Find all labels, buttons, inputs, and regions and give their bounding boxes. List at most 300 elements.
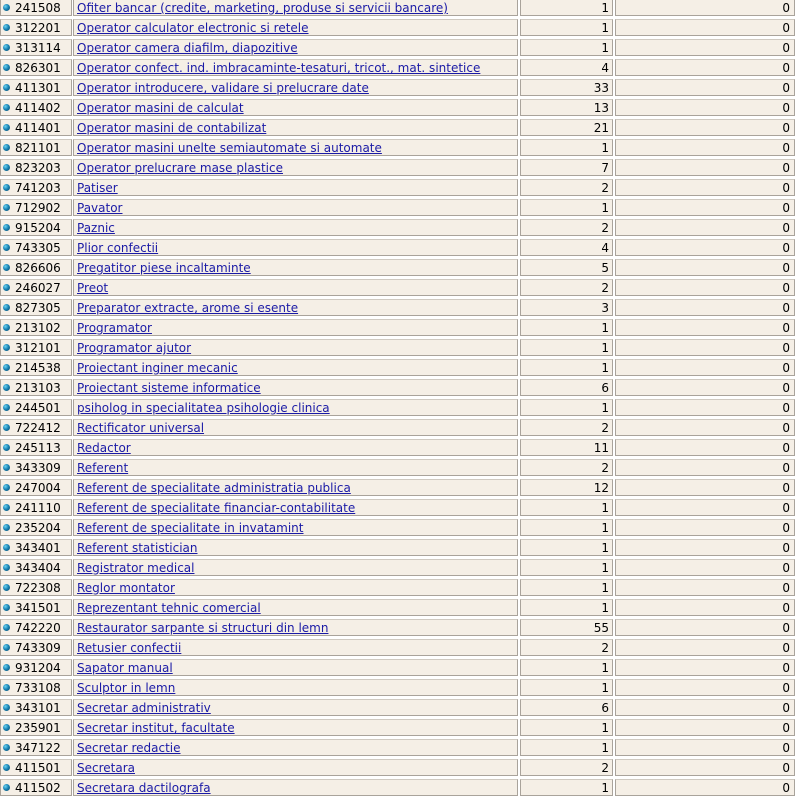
occupation-code-cell — [0, 639, 72, 656]
count-cell: 6 — [520, 699, 613, 716]
secondary-count-cell: 0 — [615, 19, 795, 36]
secondary-count-cell: 0 — [615, 179, 795, 196]
occupation-code-cell — [0, 419, 72, 436]
occupation-code: 722308 — [15, 581, 61, 595]
occupation-link[interactable]: Ofiter bancar (credite, marketing, produse si servicii bancare) — [77, 1, 448, 15]
occupation-link[interactable]: Operator calculator electronic si retele — [77, 21, 309, 35]
count-cell: 1 — [520, 19, 613, 36]
table-row — [0, 59, 796, 79]
occupation-code: 931204 — [15, 661, 61, 675]
occupation-code-cell — [0, 599, 72, 616]
occupation-link[interactable]: Pregatitor piese incaltaminte — [77, 261, 251, 275]
occupation-code-cell — [0, 399, 72, 416]
bullet-icon — [3, 624, 10, 631]
occupation-name-cell — [73, 739, 518, 756]
secondary-count-cell: 0 — [615, 739, 795, 756]
bullet-icon — [3, 284, 10, 291]
occupation-name-cell — [73, 519, 518, 536]
occupation-name-cell — [73, 179, 518, 196]
occupation-link[interactable]: Operator prelucrare mase plastice — [77, 161, 283, 175]
table-row — [0, 159, 796, 179]
table-row — [0, 99, 796, 119]
occupation-link[interactable]: Operator camera diafilm, diapozitive — [77, 41, 298, 55]
table-row — [0, 199, 796, 219]
occupation-link[interactable]: Reglor montator — [77, 581, 175, 595]
occupation-name-cell — [73, 239, 518, 256]
secondary-count-cell: 0 — [615, 239, 795, 256]
count-cell: 1 — [520, 199, 613, 216]
count-cell: 13 — [520, 99, 613, 116]
bullet-icon — [3, 164, 10, 171]
occupation-name-cell — [73, 59, 518, 76]
bullet-icon — [3, 184, 10, 191]
occupation-code: 742220 — [15, 621, 61, 635]
occupation-code-cell — [0, 199, 72, 216]
occupation-name-cell — [73, 779, 518, 796]
count-cell: 1 — [520, 319, 613, 336]
occupation-link[interactable]: Sculptor in lemn — [77, 681, 176, 695]
occupation-link[interactable]: Programator — [77, 321, 152, 335]
secondary-count-cell: 0 — [615, 519, 795, 536]
occupation-name-cell — [73, 459, 518, 476]
table-row — [0, 579, 796, 599]
occupation-code-cell — [0, 539, 72, 556]
occupation-link[interactable]: Referent de specialitate in invatamint — [77, 521, 304, 535]
count-cell: 55 — [520, 619, 613, 636]
occupation-code: 712902 — [15, 201, 61, 215]
secondary-count-cell: 0 — [615, 479, 795, 496]
count-cell: 2 — [520, 419, 613, 436]
bullet-icon — [3, 144, 10, 151]
occupation-code: 743305 — [15, 241, 61, 255]
occupation-link[interactable]: Paznic — [77, 221, 115, 235]
occupation-link[interactable]: Redactor — [77, 441, 131, 455]
occupation-code: 826606 — [15, 261, 61, 275]
occupation-code-cell — [0, 559, 72, 576]
bullet-icon — [3, 504, 10, 511]
occupation-name-cell — [73, 759, 518, 776]
table-row — [0, 679, 796, 699]
bullet-icon — [3, 324, 10, 331]
count-cell: 2 — [520, 179, 613, 196]
occupation-name-cell — [73, 539, 518, 556]
occupation-code-cell — [0, 319, 72, 336]
secondary-count-cell: 0 — [615, 679, 795, 696]
occupation-name-cell — [73, 479, 518, 496]
secondary-count-cell: 0 — [615, 59, 795, 76]
occupation-code-cell — [0, 179, 72, 196]
occupation-link[interactable]: Proiectant sisteme informatice — [77, 381, 261, 395]
occupation-code: 313114 — [15, 41, 61, 55]
occupation-link[interactable]: Secretar administrativ — [77, 701, 211, 715]
occupation-code-cell — [0, 679, 72, 696]
occupation-link[interactable]: Patiser — [77, 181, 118, 195]
table-row — [0, 399, 796, 419]
occupation-code: 235901 — [15, 721, 61, 735]
bullet-icon — [3, 524, 10, 531]
occupation-code-cell — [0, 0, 72, 16]
occupation-code-cell — [0, 19, 72, 36]
occupation-name-cell — [73, 199, 518, 216]
count-cell: 3 — [520, 299, 613, 316]
occupation-link[interactable]: Registrator medical — [77, 561, 195, 575]
bullet-icon — [3, 404, 10, 411]
occupation-name-cell — [73, 159, 518, 176]
count-cell: 2 — [520, 459, 613, 476]
occupation-code: 827305 — [15, 301, 61, 315]
occupation-link[interactable]: Referent de specialitate administratia publica — [77, 481, 351, 495]
bullet-icon — [3, 4, 10, 11]
occupation-link[interactable]: Referent statistician — [77, 541, 198, 555]
occupation-link[interactable]: Retusier confectii — [77, 641, 182, 655]
count-cell: 1 — [520, 719, 613, 736]
occupation-code-cell — [0, 159, 72, 176]
occupation-code: 411402 — [15, 101, 61, 115]
occupation-name-cell — [73, 579, 518, 596]
occupation-code: 411401 — [15, 121, 61, 135]
count-cell: 1 — [520, 659, 613, 676]
occupation-link[interactable]: Secretara dactilografa — [77, 781, 211, 795]
secondary-count-cell: 0 — [615, 459, 795, 476]
occupation-code: 343309 — [15, 461, 61, 475]
secondary-count-cell: 0 — [615, 139, 795, 156]
occupation-link[interactable]: Operator masini de calculat — [77, 101, 244, 115]
occupation-link[interactable]: psiholog in specialitatea psihologie clinica — [77, 401, 330, 415]
table-row — [0, 659, 796, 679]
bullet-icon — [3, 204, 10, 211]
table-row — [0, 359, 796, 379]
count-cell: 1 — [520, 559, 613, 576]
secondary-count-cell: 0 — [615, 439, 795, 456]
occupation-code-cell — [0, 299, 72, 316]
occupation-code: 341501 — [15, 601, 61, 615]
occupation-code: 915204 — [15, 221, 61, 235]
count-cell: 33 — [520, 79, 613, 96]
bullet-icon — [3, 344, 10, 351]
secondary-count-cell: 0 — [615, 399, 795, 416]
table-row — [0, 739, 796, 759]
secondary-count-cell: 0 — [615, 0, 795, 16]
occupation-code-cell — [0, 259, 72, 276]
count-cell: 2 — [520, 279, 613, 296]
occupation-name-cell — [73, 679, 518, 696]
occupation-link[interactable]: Sapator manual — [77, 661, 173, 675]
count-cell: 2 — [520, 639, 613, 656]
bullet-icon — [3, 84, 10, 91]
secondary-count-cell: 0 — [615, 379, 795, 396]
occupation-link[interactable]: Referent de specialitate financiar-contabilitate — [77, 501, 356, 515]
occupation-link[interactable]: Secretara — [77, 761, 135, 775]
occupation-code: 722412 — [15, 421, 61, 435]
occupation-code-cell — [0, 579, 72, 596]
count-cell: 1 — [520, 779, 613, 796]
bullet-icon — [3, 384, 10, 391]
occupation-name-cell — [73, 719, 518, 736]
occupation-code-cell — [0, 739, 72, 756]
occupation-name-cell — [73, 319, 518, 336]
occupation-code: 343101 — [15, 701, 61, 715]
table-row — [0, 759, 796, 779]
bullet-icon — [3, 364, 10, 371]
table-row — [0, 459, 796, 479]
table-row — [0, 519, 796, 539]
occupation-link[interactable]: Restaurator sarpante si structuri din lemn — [77, 621, 329, 635]
bullet-icon — [3, 744, 10, 751]
secondary-count-cell: 0 — [615, 299, 795, 316]
secondary-count-cell: 0 — [615, 339, 795, 356]
occupation-name-cell — [73, 39, 518, 56]
occupation-name-cell — [73, 0, 518, 16]
table-row — [0, 559, 796, 579]
occupation-code-cell — [0, 619, 72, 636]
secondary-count-cell: 0 — [615, 579, 795, 596]
occupation-code-cell — [0, 379, 72, 396]
bullet-icon — [3, 684, 10, 691]
table-row — [0, 779, 796, 799]
occupation-name-cell — [73, 219, 518, 236]
occupation-code-cell — [0, 239, 72, 256]
occupation-code: 312101 — [15, 341, 61, 355]
table-row — [0, 639, 796, 659]
secondary-count-cell: 0 — [615, 659, 795, 676]
table-row — [0, 79, 796, 99]
bullet-icon — [3, 124, 10, 131]
bullet-icon — [3, 24, 10, 31]
occupation-code-cell — [0, 759, 72, 776]
secondary-count-cell: 0 — [615, 639, 795, 656]
occupation-name-cell — [73, 99, 518, 116]
occupation-code: 343401 — [15, 541, 61, 555]
count-cell: 6 — [520, 379, 613, 396]
bullet-icon — [3, 444, 10, 451]
count-cell: 1 — [520, 339, 613, 356]
occupation-code: 213102 — [15, 321, 61, 335]
bullet-icon — [3, 704, 10, 711]
occupation-link[interactable]: Secretar institut, facultate — [77, 721, 235, 735]
occupation-link[interactable]: Plior confectii — [77, 241, 159, 255]
occupation-name-cell — [73, 439, 518, 456]
bullet-icon — [3, 544, 10, 551]
bullet-icon — [3, 424, 10, 431]
occupation-link[interactable]: Operator confect. ind. imbracaminte-tesaturi, tricot., mat. sintetice — [77, 61, 481, 75]
table-row — [0, 179, 796, 199]
count-cell: 1 — [520, 399, 613, 416]
table-row — [0, 339, 796, 359]
occupation-link[interactable]: Referent — [77, 461, 129, 475]
occupation-code-cell — [0, 519, 72, 536]
secondary-count-cell: 0 — [615, 419, 795, 436]
count-cell: 1 — [520, 679, 613, 696]
occupation-name-cell — [73, 699, 518, 716]
bullet-icon — [3, 724, 10, 731]
occupation-code-cell — [0, 39, 72, 56]
secondary-count-cell: 0 — [615, 219, 795, 236]
secondary-count-cell: 0 — [615, 619, 795, 636]
occupation-name-cell — [73, 139, 518, 156]
secondary-count-cell: 0 — [615, 279, 795, 296]
occupation-code-cell — [0, 139, 72, 156]
occupation-code: 214538 — [15, 361, 61, 375]
occupation-name-cell — [73, 79, 518, 96]
secondary-count-cell: 0 — [615, 559, 795, 576]
occupation-code: 741203 — [15, 181, 61, 195]
occupation-link[interactable]: Programator ajutor — [77, 341, 192, 355]
bullet-icon — [3, 44, 10, 51]
occupation-code: 821101 — [15, 141, 61, 155]
occupation-name-cell — [73, 339, 518, 356]
secondary-count-cell: 0 — [615, 719, 795, 736]
occupation-code: 235204 — [15, 521, 61, 535]
secondary-count-cell: 0 — [615, 779, 795, 796]
bullet-icon — [3, 224, 10, 231]
occupation-name-cell — [73, 559, 518, 576]
table-row — [0, 39, 796, 59]
count-cell: 1 — [520, 579, 613, 596]
occupation-code: 743309 — [15, 641, 61, 655]
count-cell: 1 — [520, 539, 613, 556]
occupation-code: 245113 — [15, 441, 61, 455]
occupation-name-cell — [73, 119, 518, 136]
secondary-count-cell: 0 — [615, 539, 795, 556]
count-cell: 4 — [520, 59, 613, 76]
occupation-name-cell — [73, 619, 518, 636]
occupation-code-cell — [0, 339, 72, 356]
occupation-name-cell — [73, 279, 518, 296]
secondary-count-cell: 0 — [615, 39, 795, 56]
occupation-code: 343404 — [15, 561, 61, 575]
table-row — [0, 419, 796, 439]
secondary-count-cell: 0 — [615, 199, 795, 216]
bullet-icon — [3, 64, 10, 71]
occupation-code-cell — [0, 219, 72, 236]
occupation-code-cell — [0, 359, 72, 376]
occupation-code: 411501 — [15, 761, 61, 775]
occupation-code: 411502 — [15, 781, 61, 795]
occupation-code: 312201 — [15, 21, 61, 35]
occupation-code: 826301 — [15, 61, 61, 75]
bullet-icon — [3, 584, 10, 591]
count-cell: 4 — [520, 239, 613, 256]
occupation-code: 213103 — [15, 381, 61, 395]
count-cell: 1 — [520, 519, 613, 536]
bullet-icon — [3, 304, 10, 311]
table-row — [0, 499, 796, 519]
occupation-code-cell — [0, 719, 72, 736]
count-cell: 2 — [520, 219, 613, 236]
count-cell: 12 — [520, 479, 613, 496]
table-row — [0, 379, 796, 399]
secondary-count-cell: 0 — [615, 759, 795, 776]
occupation-link[interactable]: Pavator — [77, 201, 123, 215]
occupation-link[interactable]: Reprezentant tehnic comercial — [77, 601, 261, 615]
table-row — [0, 0, 796, 19]
table-row — [0, 19, 796, 39]
occupation-code-cell — [0, 279, 72, 296]
count-cell: 1 — [520, 139, 613, 156]
secondary-count-cell: 0 — [615, 359, 795, 376]
occupation-code-cell — [0, 99, 72, 116]
secondary-count-cell: 0 — [615, 499, 795, 516]
occupation-name-cell — [73, 299, 518, 316]
table-row — [0, 439, 796, 459]
count-cell: 1 — [520, 499, 613, 516]
occupation-link[interactable]: Rectificator universal — [77, 421, 205, 435]
secondary-count-cell: 0 — [615, 79, 795, 96]
bullet-icon — [3, 264, 10, 271]
occupation-code: 241110 — [15, 501, 61, 515]
occupation-name-cell — [73, 259, 518, 276]
occupation-link[interactable]: Operator masini unelte semiautomate si automate — [77, 141, 382, 155]
table-row — [0, 299, 796, 319]
occupation-name-cell — [73, 19, 518, 36]
count-cell: 1 — [520, 0, 613, 16]
count-cell: 2 — [520, 759, 613, 776]
occupation-name-cell — [73, 359, 518, 376]
occupation-code: 241508 — [15, 1, 61, 15]
count-cell: 1 — [520, 739, 613, 756]
occupation-code-cell — [0, 779, 72, 796]
count-cell: 11 — [520, 439, 613, 456]
occupation-link[interactable]: Operator masini de contabilizat — [77, 121, 267, 135]
occupation-code-cell — [0, 459, 72, 476]
bullet-icon — [3, 644, 10, 651]
occupation-link[interactable]: Preparator extracte, arome si esente — [77, 301, 299, 315]
occupation-link[interactable]: Preot — [77, 281, 109, 295]
occupation-code: 244501 — [15, 401, 61, 415]
table-row — [0, 599, 796, 619]
table-row — [0, 279, 796, 299]
occupation-name-cell — [73, 499, 518, 516]
count-cell: 1 — [520, 599, 613, 616]
table-row — [0, 539, 796, 559]
secondary-count-cell: 0 — [615, 259, 795, 276]
secondary-count-cell: 0 — [615, 99, 795, 116]
occupation-code-cell — [0, 699, 72, 716]
bullet-icon — [3, 484, 10, 491]
occupation-code-cell — [0, 659, 72, 676]
bullet-icon — [3, 664, 10, 671]
secondary-count-cell: 0 — [615, 119, 795, 136]
table-row — [0, 239, 796, 259]
occupation-name-cell — [73, 639, 518, 656]
count-cell: 1 — [520, 359, 613, 376]
occupation-code-cell — [0, 499, 72, 516]
occupation-code: 247004 — [15, 481, 61, 495]
occupation-name-cell — [73, 379, 518, 396]
table-row — [0, 219, 796, 239]
table-row — [0, 119, 796, 139]
occupation-code: 823203 — [15, 161, 61, 175]
occupation-code: 246027 — [15, 281, 61, 295]
bullet-icon — [3, 784, 10, 791]
secondary-count-cell: 0 — [615, 159, 795, 176]
bullet-icon — [3, 764, 10, 771]
table-row — [0, 139, 796, 159]
secondary-count-cell: 0 — [615, 319, 795, 336]
occupation-code: 733108 — [15, 681, 61, 695]
occupation-code: 347122 — [15, 741, 61, 755]
table-row — [0, 479, 796, 499]
count-cell: 7 — [520, 159, 613, 176]
count-cell: 5 — [520, 259, 613, 276]
occupation-code-cell — [0, 119, 72, 136]
occupation-link[interactable]: Secretar redactie — [77, 741, 181, 755]
table-row — [0, 259, 796, 279]
occupation-link[interactable]: Operator introducere, validare si prelucrare date — [77, 81, 369, 95]
bullet-icon — [3, 604, 10, 611]
table-row — [0, 319, 796, 339]
occupation-link[interactable]: Proiectant inginer mecanic — [77, 361, 238, 375]
